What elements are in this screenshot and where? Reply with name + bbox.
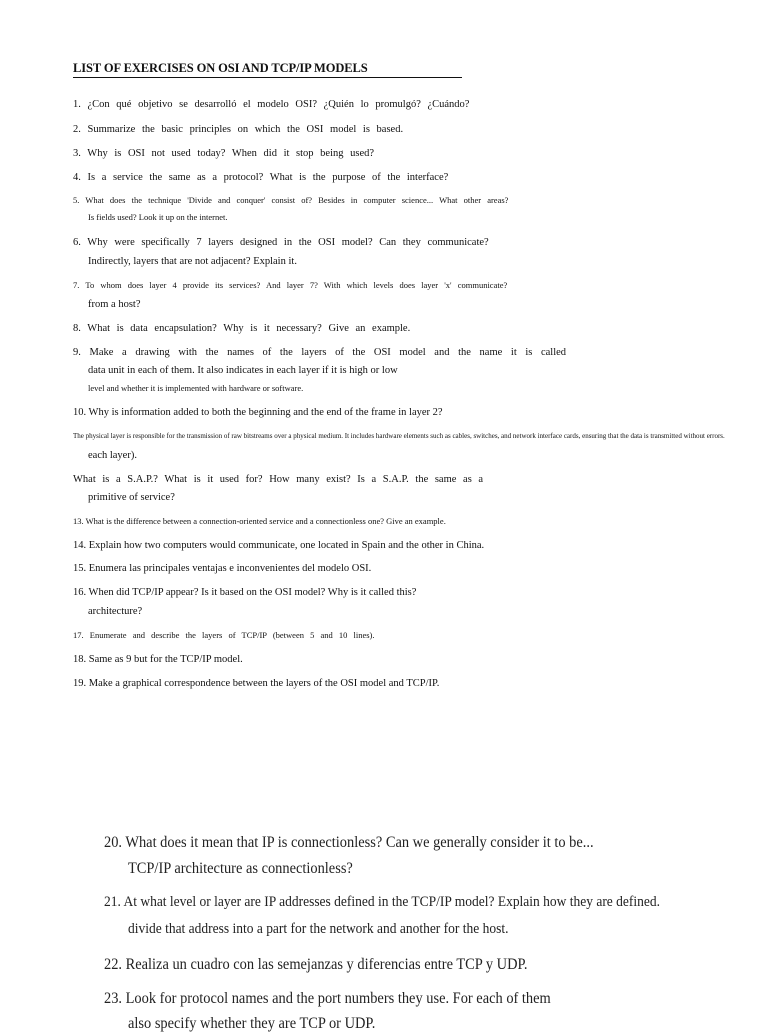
exercise-20-cont-text: TCP/IP architecture as connectionless? <box>128 860 353 877</box>
exercise-2: 2. Summarize the basic principles on which the OSI model is based. <box>73 124 404 135</box>
exercise-7-cont: from a host? <box>88 299 141 310</box>
exercise-20-cont <box>128 861 370 877</box>
exercise-18: 18. Same as 9 but for the TCP/IP model. <box>73 654 243 665</box>
exercise-3: 3. Why is OSI not used today? When did it stop being used? <box>73 148 375 159</box>
exercise-9: 9. Make a drawing with the names of the layers of the OSI model and the name it is called <box>73 347 567 358</box>
exercise-23 <box>104 991 584 1007</box>
exercise-21-text: 21. At what level or layer are IP addresses defined in the TCP/IP model? Explain how they are defined. <box>104 894 660 910</box>
exercise-14: 14. Explain how two computers would communicate, one located in Spain and the other in China. <box>73 540 485 551</box>
exercise-12-cont: primitive of service? <box>88 492 175 503</box>
exercise-16: 16. When did TCP/IP appear? Is it based on the OSI model? Why is it called this? <box>73 587 417 598</box>
exercise-7: 7. To whom does layer 4 provide its services? And layer 7? With which levels does layer 'x' communicate? <box>73 280 508 290</box>
exercise-23-cont-text: also specify whether they are TCP or UDP. <box>128 1015 376 1032</box>
exercise-5: 5. What does the technique 'Divide and conquer' consist of? Besides in computer science... What other areas? <box>73 195 509 205</box>
exercise-19: 19. Make a graphical correspondence between the layers of the OSI model and TCP/IP. <box>73 678 440 689</box>
exercise-9-cont2: level and whether it is implemented with hardware or software. <box>88 383 304 393</box>
exercise-21-cont <box>128 922 537 937</box>
exercise-4: 4. Is a service the same as a protocol? What is the purpose of the interface? <box>73 172 449 183</box>
exercise-22-text: 22. Realiza un cuadro con las semejanzas y diferencias entre TCP y UDP. <box>104 956 528 973</box>
exercise-10: 10. Why is information added to both the beginning and the end of the frame in layer 2? <box>73 407 443 418</box>
exercise-15: 15. Enumera las principales ventajas e inconvenientes del modelo OSI. <box>73 563 372 574</box>
exercise-11: The physical layer is responsible for the transmission of raw bitstreams over a physical medium. It includes hardware elements such as cables, switches, and network interface cards, ensuring that the data is transmitted without errors. <box>73 432 725 440</box>
exercise-21 <box>104 895 702 910</box>
exercise-6: 6. Why were specifically 7 layers designed in the OSI model? Can they communicate? <box>73 237 489 248</box>
exercise-23-text: 23. Look for protocol names and the port numbers they use. For each of them <box>104 990 551 1007</box>
exercise-11-cont: each layer). <box>88 450 137 461</box>
exercise-22 <box>104 957 559 973</box>
exercise-16-cont: architecture? <box>88 606 143 617</box>
exercise-20-text: 20. What does it mean that IP is connectionless? Can we generally consider it to be... <box>104 834 594 851</box>
exercise-5-cont: Is fields used? Look it up on the internet. <box>88 212 228 222</box>
exercise-17: 17. Enumerate and describe the layers of TCP/IP (between 5 and 10 lines). <box>73 630 375 640</box>
exercise-8: 8. What is data encapsulation? Why is it necessary? Give an example. <box>73 323 411 334</box>
exercise-21-cont-text: divide that address into a part for the network and another for the host. <box>128 921 509 937</box>
exercise-12: What is a S.A.P.? What is it used for? How many exist? Is a S.A.P. the same as a <box>73 474 484 485</box>
exercise-20 <box>104 835 630 851</box>
exercise-9-cont: data unit in each of them. It also indicates in each layer if it is high or low <box>88 365 398 376</box>
exercise-1: 1. ¿Con qué objetivo se desarrolló el modelo OSI? ¿Quién lo promulgó? ¿Cuándo? <box>73 99 470 110</box>
exercise-13: 13. What is the difference between a connection-oriented service and a connectionless one? Give an example. <box>73 516 446 526</box>
exercise-6-cont: Indirectly, layers that are not adjacent? Explain it. <box>88 256 297 267</box>
document-title: LIST OF EXERCISES ON OSI AND TCP/IP MODELS <box>73 61 462 78</box>
